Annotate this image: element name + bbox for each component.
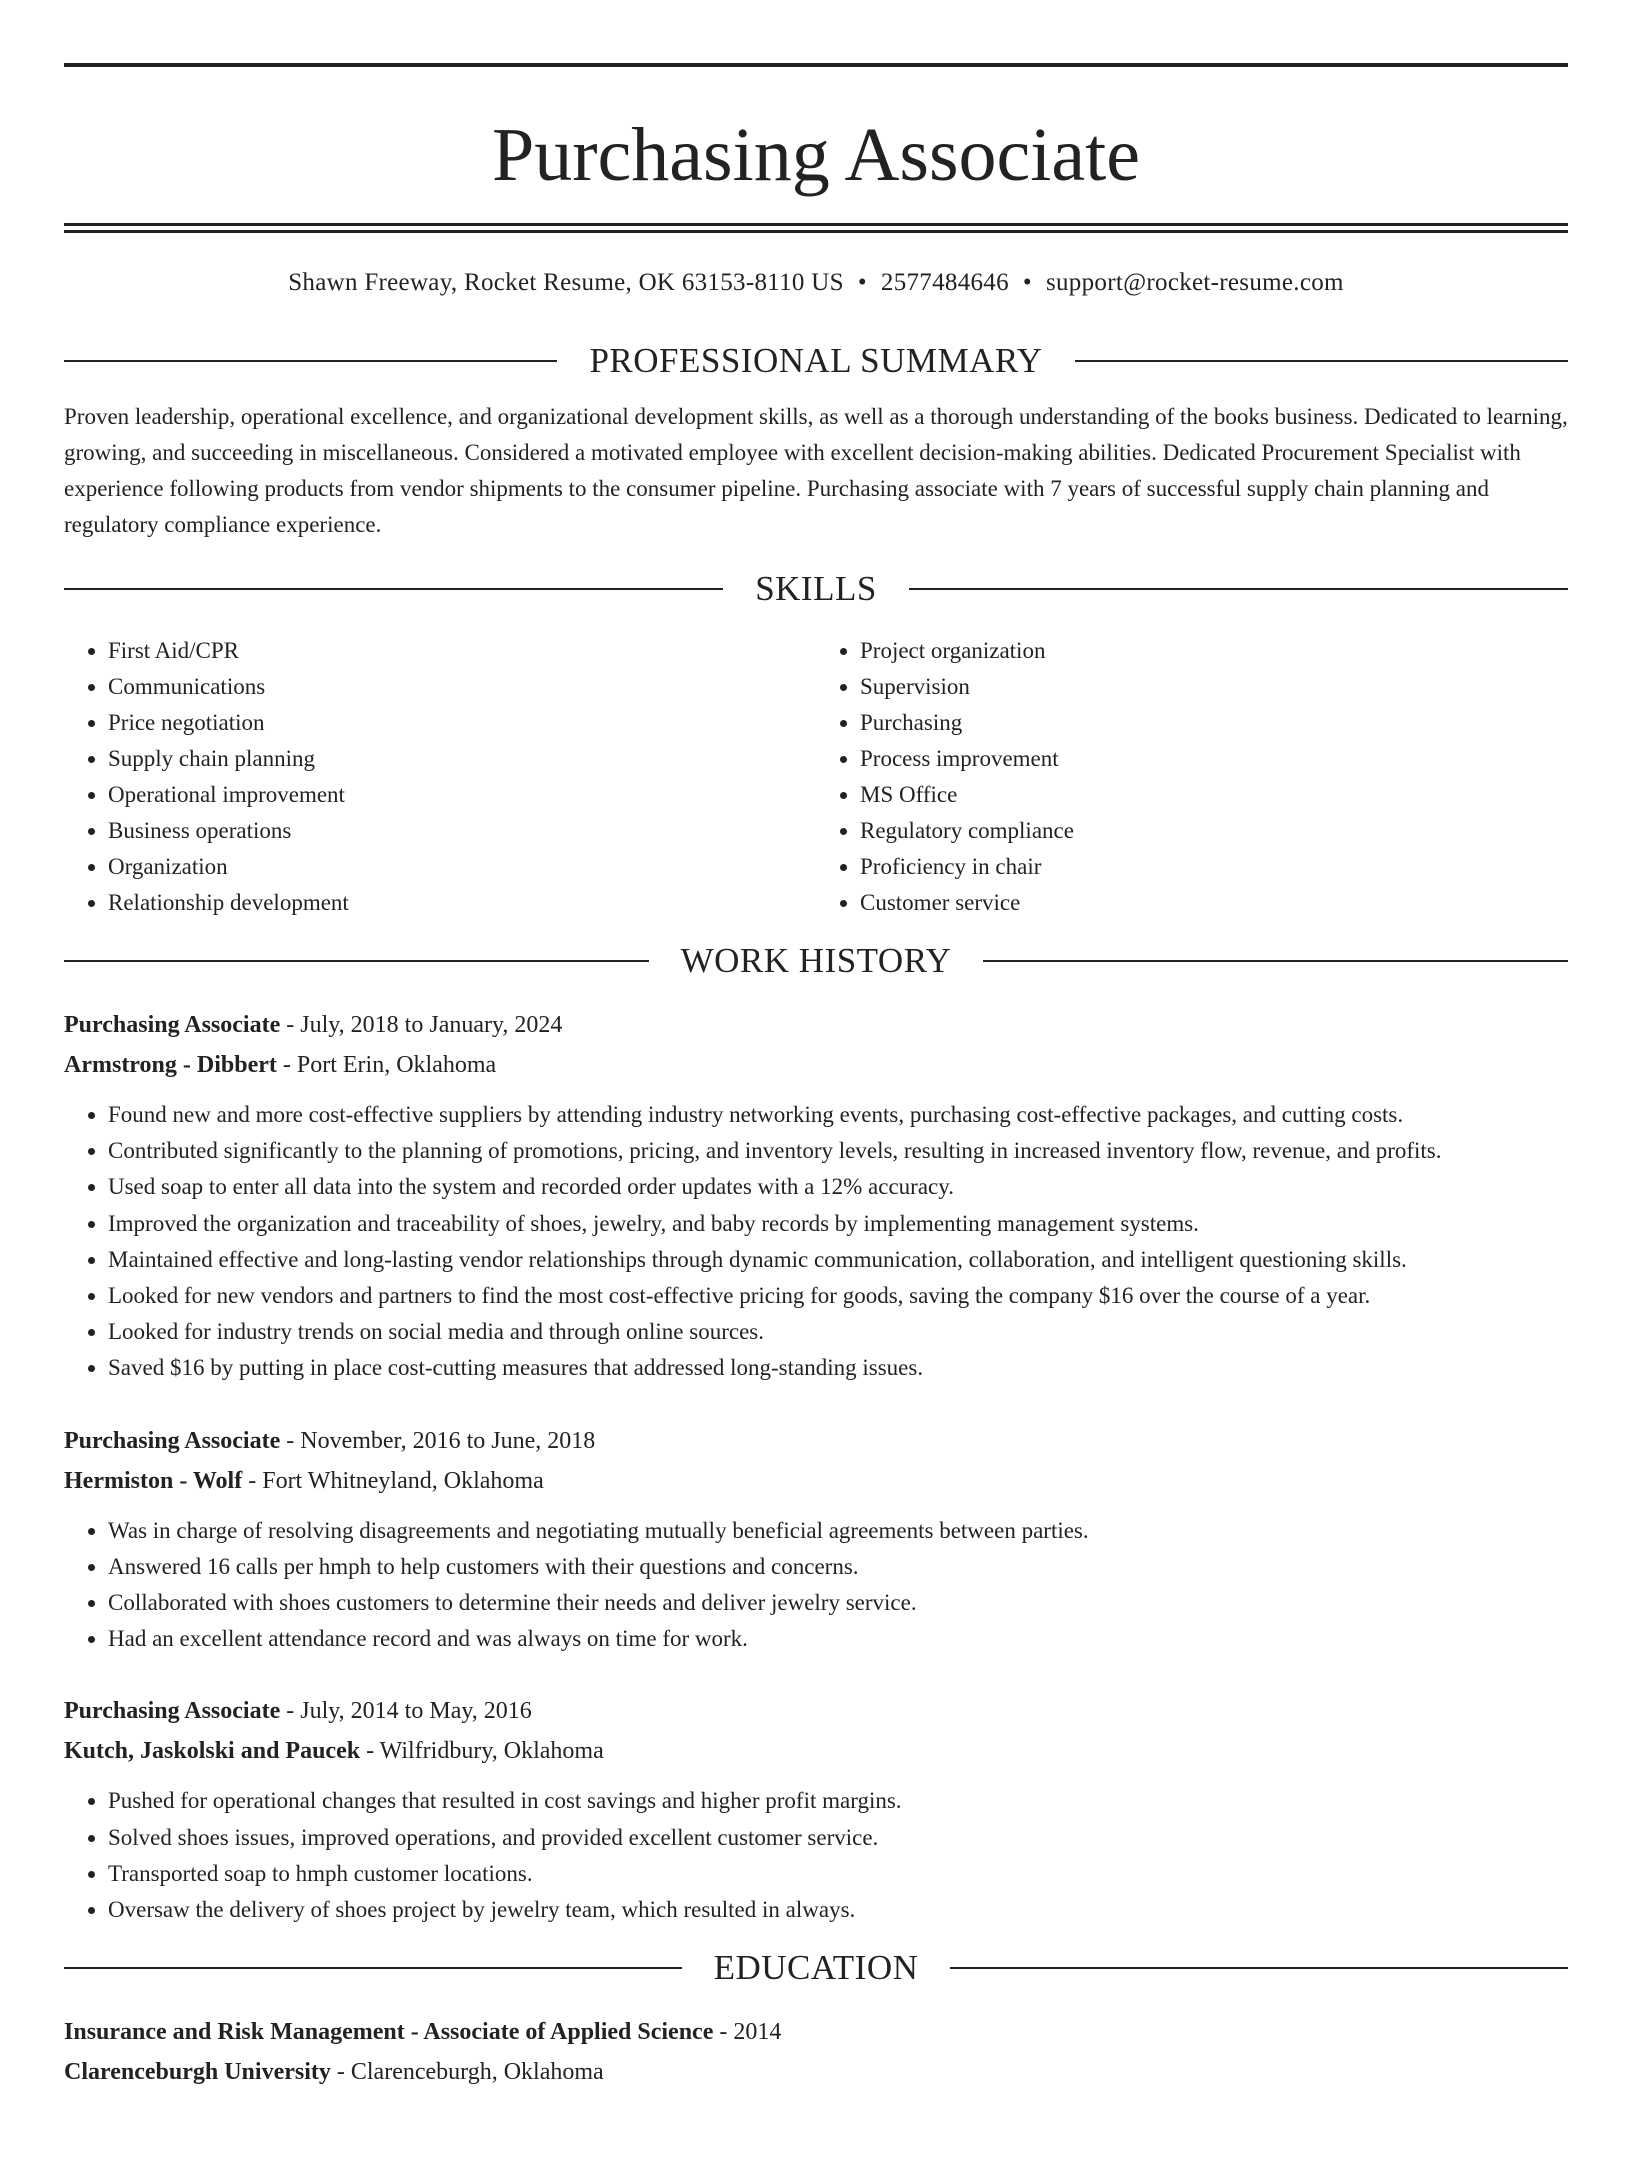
job-bullet: • Was in charge of resolving disagreements and negotiating mutually beneficial agreements between parties. [108, 1513, 1568, 1549]
education-degree-line [64, 2012, 1568, 2052]
job-bullet: • Improved the organization and traceability of shoes, jewelry, and baby records by implementing management systems. [108, 1206, 1568, 1242]
skill-item: • Organization [108, 849, 816, 885]
heading-rule [909, 588, 1568, 590]
education-heading: EDUCATION [713, 1948, 919, 1988]
job-bullet: • Answered 16 calls per hmph to help customers with their questions and concerns. [108, 1549, 1568, 1585]
resume-page [0, 63, 1632, 2175]
skill-item: • Operational improvement [108, 777, 816, 813]
education-school-line [64, 2052, 1568, 2092]
job-bullet: • Oversaw the delivery of shoes project by jewelry team, which resulted in always. [108, 1892, 1568, 1928]
job-bullet: • Used soap to enter all data into the system and recorded order updates with a 12% accuracy. [108, 1169, 1568, 1205]
work-heading: WORK HISTORY [680, 941, 952, 980]
job-dates: July, 2014 to May, 2016 [300, 1698, 532, 1725]
job-bullet: • Found new and more cost-effective suppliers by attending industry networking events, purchasing cost-effective packages, and cutting costs. [108, 1097, 1568, 1133]
job-title: Purchasing Associate [64, 1012, 281, 1038]
heading-rule [1075, 360, 1568, 362]
job-bullet: • Collaborated with shoes customers to determine their needs and deliver jewelry service. [108, 1585, 1568, 1621]
skill-item: • Supervision [860, 669, 1568, 705]
heading-rule [64, 1967, 682, 1969]
job-entry [64, 1691, 1568, 1928]
contact-address: Shawn Freeway, Rocket Resume, OK 63153-8110 US [288, 269, 844, 296]
job-company-line [64, 1461, 1568, 1501]
summary-heading: PROFESSIONAL SUMMARY [589, 341, 1043, 380]
skill-item: • Project organization [860, 633, 1568, 669]
skill-item: • Proficiency in chair [860, 849, 1568, 885]
job-location: Port Erin, Oklahoma [296, 1052, 497, 1078]
job-title: Purchasing Associate [64, 1698, 281, 1725]
contact-phone: 2577484646 [880, 269, 1009, 296]
education-school: Clarenceburgh University [64, 2059, 331, 2086]
skill-item: • Purchasing [860, 705, 1568, 741]
top-rule [64, 63, 1568, 67]
contact-separator: • [1022, 269, 1032, 296]
skills-heading-row [64, 567, 1568, 611]
job-title-line [64, 1421, 1568, 1461]
heading-rule [950, 1967, 1568, 1969]
skill-item: • Regulatory compliance [860, 813, 1568, 849]
dash: - [276, 1052, 297, 1078]
job-title-line [64, 1005, 1568, 1045]
skills-list [64, 633, 1568, 921]
heading-rule [64, 588, 723, 590]
job-title-line [64, 1691, 1568, 1731]
job-bullet: • Had an excellent attendance record and was always on time for work. [108, 1621, 1568, 1657]
job-bullets [64, 1513, 1568, 1658]
job-location: Fort Whitneyland, Oklahoma [262, 1467, 544, 1494]
heading-rule [64, 960, 649, 962]
job-company-line [64, 1045, 1568, 1085]
job-dates: July, 2018 to January, 2024 [300, 1012, 563, 1038]
skill-item: • Relationship development [108, 885, 816, 921]
job-bullet: • Looked for industry trends on social media and through online sources. [108, 1314, 1568, 1350]
job-entry [64, 1421, 1568, 1658]
dash: - [280, 1012, 301, 1038]
dash: - [713, 2019, 734, 2046]
job-company-line [64, 1731, 1568, 1771]
job-entry [64, 1005, 1568, 1387]
job-title: Purchasing Associate [64, 1427, 281, 1454]
job-bullet: • Looked for new vendors and partners to find the most cost-effective pricing for goods, saving the company $16 over the course of a year. [108, 1278, 1568, 1314]
skill-item: • Price negotiation [108, 705, 816, 741]
work-heading-row [64, 939, 1568, 983]
job-company: Hermiston - Wolf [64, 1467, 243, 1494]
education-year: 2014 [733, 2019, 782, 2046]
job-bullets [64, 1783, 1568, 1928]
summary-heading-row [64, 339, 1568, 383]
skill-item: • Business operations [108, 813, 816, 849]
dash: - [360, 1738, 380, 1765]
dash: - [280, 1698, 301, 1725]
skill-item: • Customer service [860, 885, 1568, 921]
contact-line [64, 267, 1568, 299]
skill-item: • First Aid/CPR [108, 633, 816, 669]
dash: - [242, 1467, 263, 1494]
education-entry [64, 2012, 1568, 2092]
job-company: Armstrong - Dibbert [64, 1052, 277, 1078]
resume-title: Purchasing Associate [491, 113, 1140, 197]
job-bullet: • Solved shoes issues, improved operations, and provided excellent customer service. [108, 1820, 1568, 1856]
job-location: Wilfridbury, Oklahoma [379, 1738, 604, 1765]
skills-column-left [64, 633, 816, 921]
job-bullet: • Contributed significantly to the planning of promotions, pricing, and inventory levels, resulting in increased inventory flow, revenue, and profits. [108, 1133, 1568, 1169]
education-heading-row [64, 1946, 1568, 1990]
skill-item: • MS Office [860, 777, 1568, 813]
job-company: Kutch, Jaskolski and Paucek [64, 1738, 361, 1765]
dash: - [330, 2059, 351, 2086]
education-location: Clarenceburgh, Oklahoma [350, 2059, 604, 2086]
education-degree: Insurance and Risk Management - Associate of Applied Science [64, 2019, 714, 2046]
dash: - [280, 1427, 301, 1454]
skill-item: • Process improvement [860, 741, 1568, 777]
heading-rule [64, 360, 557, 362]
job-bullets [64, 1097, 1568, 1387]
heading-rule [983, 960, 1568, 962]
job-dates: November, 2016 to June, 2018 [300, 1427, 596, 1454]
job-bullet: • Pushed for operational changes that resulted in cost savings and higher profit margins. [108, 1783, 1568, 1819]
skills-column-right [816, 633, 1568, 921]
contact-separator: • [857, 269, 867, 296]
skills-heading: SKILLS [755, 569, 877, 608]
job-bullet: • Transported soap to hmph customer locations. [108, 1856, 1568, 1892]
skill-item: • Communications [108, 669, 816, 705]
skill-item: • Supply chain planning [108, 741, 816, 777]
job-bullet: • Saved $16 by putting in place cost-cutting measures that addressed long-standing issues. [108, 1350, 1568, 1386]
summary-text: Proven leadership, operational excellence, and organizational development skills, as well as a thorough understanding of the books business. Dedicated to learning, growing, and succeeding in miscellaneous. Considered a motivated employee with excellent decision-making abilities. Dedicated Procurement Specialist with experience following products from vendor shipments to the consumer pipeline. Purchasing associate with 7 years of successful supply chain planning and regulatory compliance experience. [64, 404, 1568, 537]
job-bullet: • Maintained effective and long-lasting vendor relationships through dynamic communication, collaboration, and intelligent questioning skills. [108, 1242, 1568, 1278]
title-double-rule [64, 223, 1568, 233]
contact-email: support@rocket-resume.com [1045, 269, 1344, 296]
